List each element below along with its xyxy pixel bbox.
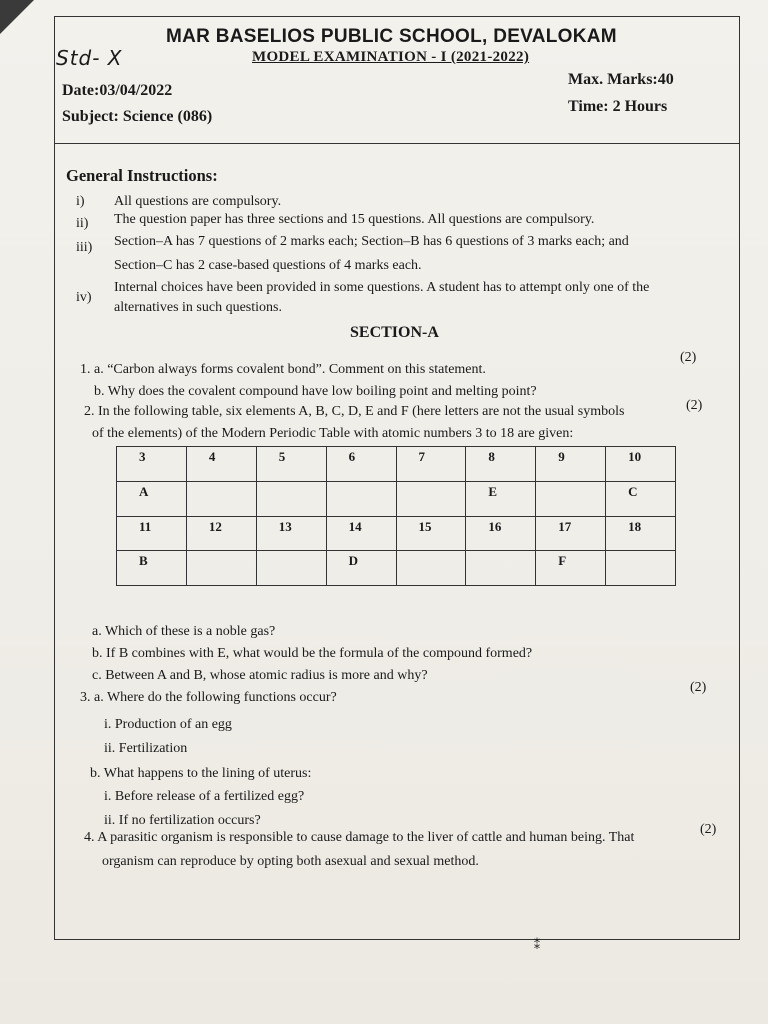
table-cell: A [117,481,187,516]
table-cell: C [606,481,676,516]
exam-date: Date:03/04/2022 [62,82,173,99]
table-cell [466,551,536,586]
question-1a: 1. a. “Carbon always forms covalent bond”. Comment on this statement. [80,362,486,377]
table-cell: 12 [186,516,256,551]
table-cell [536,481,606,516]
table-cell: 17 [536,516,606,551]
question-3a: 3. a. Where do the following functions occur? [80,690,337,705]
question-marks: (2) [700,822,717,837]
table-cell: 13 [256,516,326,551]
question-marks: (2) [686,398,703,413]
instruction-line: Section–C has 2 case-based questions of 4 marks each. [114,258,422,273]
instruction-line: alternatives in such questions. [114,300,282,315]
instruction-line: Section–A has 7 questions of 2 marks each; Section–B has 6 questions of 3 marks each; and [114,234,629,249]
instruction-number: ii) [76,216,89,231]
table-cell: 7 [396,447,466,482]
periodic-table [116,446,676,586]
table-cell: 18 [606,516,676,551]
table-row [117,516,676,551]
question-1b: b. Why does the covalent compound have low boiling point and melting point? [94,384,537,399]
exam-subject: Subject: Science (086) [62,108,213,125]
footer-mark: ⁑ [534,938,540,952]
instruction-number: iii) [76,240,93,255]
question-4-line2: organism can reproduce by opting both asexual and sexual method. [102,854,479,869]
school-name: MAR BASELIOS PUBLIC SCHOOL, DEVALOKAM [166,26,617,47]
table-cell [326,481,396,516]
folded-corner [0,0,34,34]
table-cell: F [536,551,606,586]
table-cell: 9 [536,447,606,482]
question-2b: b. If B combines with E, what would be the formula of the compound formed? [92,646,533,661]
question-marks: (2) [690,680,707,695]
question-3b-ii: ii. If no fertilization occurs? [104,813,261,828]
table-cell: E [466,481,536,516]
table-cell: 8 [466,447,536,482]
table-cell: 15 [396,516,466,551]
section-title: SECTION-A [350,324,439,341]
table-cell [396,551,466,586]
table-cell [186,481,256,516]
exam-time: Time: 2 Hours [568,98,668,115]
question-3b: b. What happens to the lining of uterus: [90,766,312,781]
table-cell: 10 [606,447,676,482]
table-cell: B [117,551,187,586]
max-marks: Max. Marks:40 [568,71,674,88]
table-row [117,551,676,586]
instruction-number: iv) [76,290,92,305]
exam-title: MODEL EXAMINATION - I (2021-2022) [252,49,530,65]
std-handwritten-note: Std- X [56,46,123,70]
instruction-line: All questions are compulsory. [114,194,282,209]
table-cell: 6 [326,447,396,482]
question-2c: c. Between A and B, whose atomic radius is more and why? [92,668,428,683]
question-marks: (2) [680,350,697,365]
question-3a-i: i. Production of an egg [104,717,232,732]
table-cell: 16 [466,516,536,551]
table-cell: 5 [256,447,326,482]
question-2-line2: of the elements) of the Modern Periodic Table with atomic numbers 3 to 18 are given: [92,426,574,441]
question-4-line1: 4. A parasitic organism is responsible to cause damage to the liver of cattle and human being. That [84,830,635,845]
instructions-title: General Instructions: [66,166,218,185]
table-cell [256,551,326,586]
instruction-line: Internal choices have been provided in some questions. A student has to attempt only one of the [114,280,650,295]
question-3b-i: i. Before release of a fertilized egg? [104,789,305,804]
table-cell [256,481,326,516]
question-2-line1: 2. In the following table, six elements A, B, C, D, E and F (here letters are not the usual symbols [84,404,625,419]
header-divider [54,143,740,144]
question-2a: a. Which of these is a noble gas? [92,624,276,639]
table-cell: 3 [117,447,187,482]
question-3a-ii: ii. Fertilization [104,741,188,756]
table-cell: D [326,551,396,586]
table-cell [186,551,256,586]
table-row [117,481,676,516]
table-cell: 4 [186,447,256,482]
table-cell: 11 [117,516,187,551]
table-cell: 14 [326,516,396,551]
table-row [117,447,676,482]
instruction-number: i) [76,194,85,209]
table-cell [396,481,466,516]
table-cell [606,551,676,586]
instruction-line: The question paper has three sections and 15 questions. All questions are compulsory. [114,212,595,227]
